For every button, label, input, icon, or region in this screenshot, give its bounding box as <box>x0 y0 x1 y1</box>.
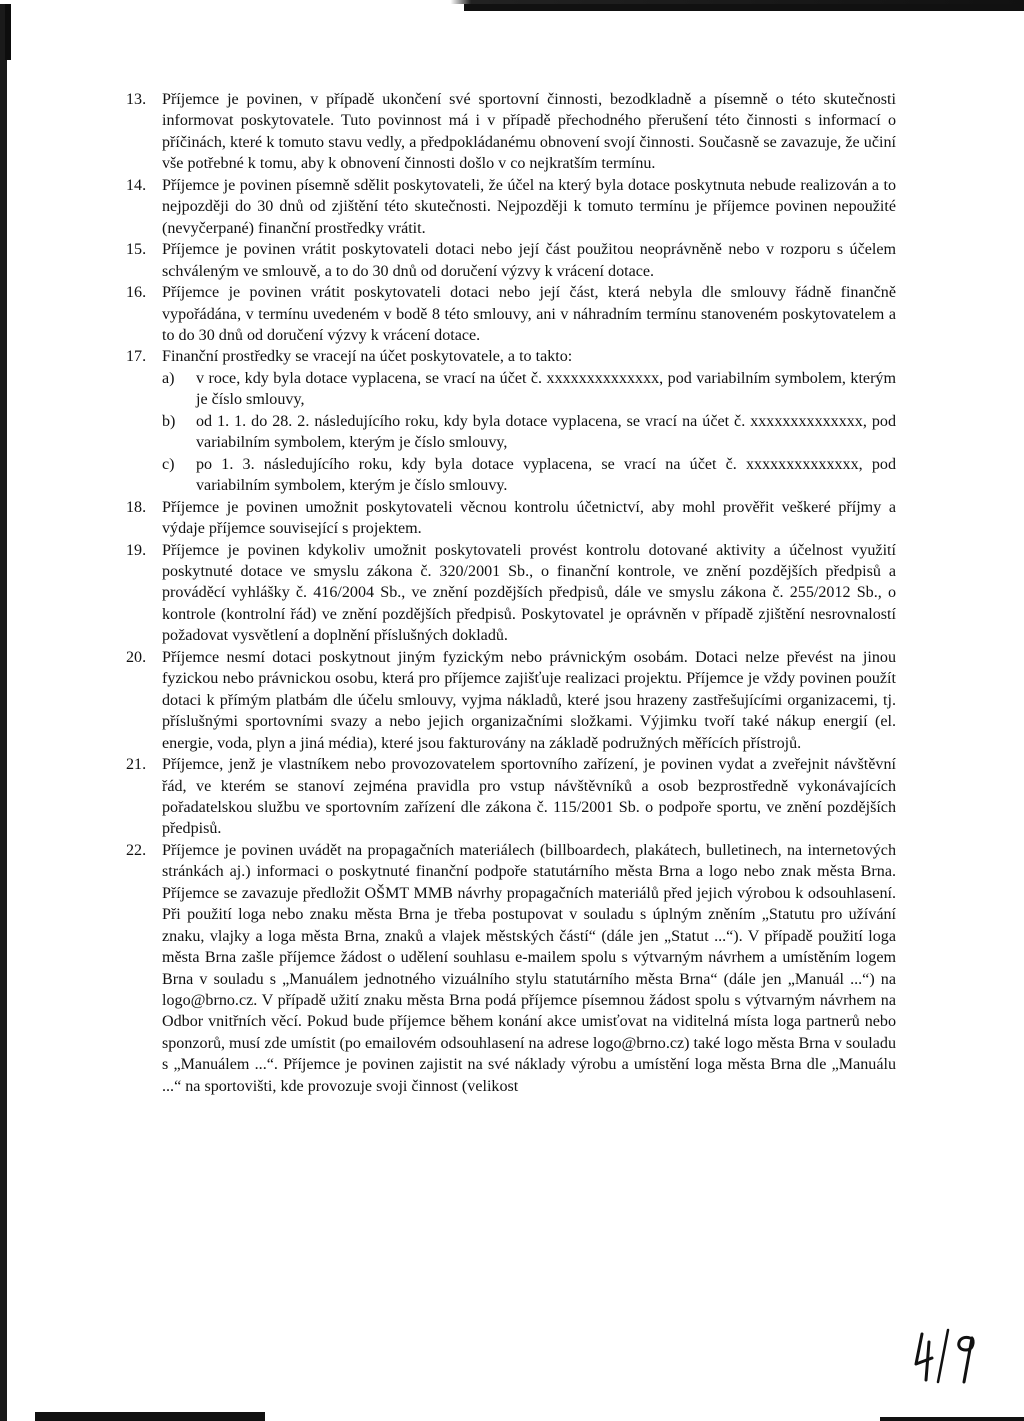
clause-text: Příjemce je povinen umožnit poskytovateli věcnou kontrolu účetnictví, aby mohl prověřit veškeré příjmy a výdaje příjemce související s projektem. <box>162 498 896 538</box>
subitem-letter: a) <box>162 369 175 387</box>
clause-number: 13. <box>126 91 147 108</box>
subitem-letter: b) <box>162 412 176 430</box>
clause-15 <box>126 239 896 282</box>
clause-text: Příjemce nesmí dotaci poskytnout jiným fyzickým nebo právnickým osobám. Dotaci nelze převést na jinou fyzickou nebo právnickou osobu, která pro příjemce zajišťuje realizaci projektu. Příjemce je vždy povinen použít dotaci k přímým platbám dle účelu smlouvy, vyjma nákladů, které jsou hrazeny zastřešujícími organizacemi, tj. příslušnými sportovními svazy a nebo jejich organizačními složkami. Výjimku tvoří také nákup energií (el. energie, voda, plyn a jiná média), které jsou fakturovány na základě podružných měřících přístrojů. <box>162 648 896 752</box>
clause-number: 19. <box>126 541 147 559</box>
clause-number: 17. <box>126 348 147 366</box>
clause-13 <box>126 89 896 175</box>
clause-21 <box>126 754 896 840</box>
clause-text: Příjemce je povinen písemně sdělit poskytovateli, že účel na který byla dotace poskytnuta nebude realizován a to nejpozději do 30 dnů od zjištění této skutečnosti. Nejpozději k tomuto termínu je příjemce povinen nepoužité (nevyčerpané) finanční prostředky vrátit. <box>162 176 896 237</box>
scan-edge <box>880 1417 1024 1421</box>
clause-text: Příjemce je povinen vrátit poskytovateli dotaci nebo její část použitou neoprávněně nebo v rozporu s účelem schváleným ve smlouvě, a to do 30 dnů od doručení výzvy k vrácení dotace. <box>162 241 896 280</box>
clause-number: 14. <box>126 176 147 194</box>
clause-17 <box>126 346 896 496</box>
clause-number: 20. <box>126 648 147 666</box>
clause-subitems <box>162 368 896 497</box>
clause-text: Příjemce je povinen, v případě ukončení své sportovní činnosti, bezodkladně a písemně o této skutečnosti informovat poskytovatele. Tuto povinnost má i v případě přechodného přerušení této činnosti s informací o příčinách, které k tomuto stavu vedly, a předpokládanému obnovení svojí činnosti. Současně se zavazuje, že učiní vše potřebné k tomu, aby k obnovení činnosti došlo v co nejkratším termínu. <box>162 91 896 173</box>
clause-text: Příjemce, jenž je vlastníkem nebo provozovatelem sportovního zařízení, je povinen vydat a zveřejnit návštěvní řád, ve kterém se stanoví zejména pravidla pro vstup návštěvníků a osob bezprostředně vykonávajících pořadatelskou službu ve sportovním zařízení dle zákona č. 115/2001 Sb. o podpoře sportu, ve znění pozdějších předpisů. <box>162 756 896 838</box>
subitem-c <box>162 454 896 497</box>
clause-text: Příjemce je povinen kdykoliv umožnit poskytovateli provést kontrolu dotované aktivity a účelnost využití poskytnuté dotace ve smyslu zákona č. 320/2001 Sb., o finanční kontrole, ve znění pozdějších předpisů a prováděcí vyhlášky č. 416/2004 Sb., ve znění pozdějších předpisů, dále ve smyslu zákona č. 255/2012 Sb., o kontrole (kontrolní řád) ve znění pozdějších předpisů. Poskytovatel je oprávněn v případě zjištění nesrovnalostí požadovat vysvětlení a doplnění příslušných dokladů. <box>162 541 896 645</box>
scan-edge <box>0 0 7 1421</box>
subitem-letter: c) <box>162 455 175 473</box>
clause-text: Příjemce je povinen vrátit poskytovateli dotaci nebo její část, která nebyla dle smlouvy řádně finančně vypořádána, v termínu uvedeném v bodě 8 této smlouvy, ani v náhradním termínu stanoveném poskytovatelem a to do 30 dnů od doručení výzvy k vrácení dotace. <box>162 284 896 344</box>
clause-14 <box>126 175 896 239</box>
clause-19 <box>126 540 896 647</box>
clause-text: Finanční prostředky se vracejí na účet poskytovatele, a to takto: <box>162 348 573 366</box>
scan-edge <box>35 1412 265 1421</box>
clause-number: 22. <box>126 841 147 859</box>
scan-edge <box>464 4 1024 11</box>
clause-22 <box>126 840 896 1097</box>
scan-edge <box>5 0 11 60</box>
clause-number: 16. <box>126 284 147 302</box>
clause-16 <box>126 282 896 346</box>
clause-18 <box>126 497 896 540</box>
document-body <box>126 89 896 1097</box>
subitem-text: v roce, kdy byla dotace vyplacena, se vrací na účet č. xxxxxxxxxxxxxx, pod variabilním symbolem, kterým je číslo smlouvy, <box>196 369 896 409</box>
subitem-a <box>162 368 896 411</box>
subitem-text: po 1. 3. následujícího roku, kdy byla dotace vyplacena, se vrací na účet č. xxxxxxxxxxxxxx, pod variabilním symbolem, kterým je číslo smlouvy. <box>196 455 896 495</box>
subitem-b <box>162 411 896 454</box>
clause-number: 15. <box>126 241 147 259</box>
subitem-text: od 1. 1. do 28. 2. následujícího roku, kdy byla dotace vyplacena, se vrací na účet č. xxxxxxxxxxxxxx, pod variabilním symbolem, kterým je číslo smlouvy, <box>196 412 896 452</box>
clause-number: 18. <box>126 498 147 516</box>
clause-20 <box>126 647 896 754</box>
clause-text: Příjemce je povinen uvádět na propagačních materiálech (billboardech, plakátech, bulletinech, na internetových stránkách aj.) informaci o poskytnuté finanční podpoře statutárního města Brna a logo nebo znak města Brna. Příjemce se zavazuje předložit OŠMT MMB návrhy propagačních materiálů před jejich výrobou k odsouhlasení. Při použití loga nebo znaku města Brna je třeba postupovat v souladu s úplným zněním „Statutu pro užívání znaku, vlajky a loga města Brna, znaků a vlajek městských částí“ (dále jen „Statut ...“). V případě použití loga města Brna zašle příjemce žádost o udělení souhlasu e-mailem spolu s výtvarným návrhem a umístěním logem Brna v souladu s „Manuálem jednotného vizuálního stylu statutárního města Brna“ (dále jen „Manuál ...“) na logo@brno.cz. V případě užití znaku města Brna podá příjemce písemnou žádost spolu s výtvarným návrhem na Odbor vnitřních věcí. Pokud bude příjemce během konání akce umisťovat na viditelná místa loga partnerů nebo sponzorů, musí zde umístit (po emailovém odsouhlasení na adrese logo@brno.cz) také logo města Brna v souladu s „Manuálem ...“. Příjemce je povinen zajistit na své náklady výrobu a umístění loga města Brna dle „Manuálu ...“ na sportovišti, kde provozuje svoji činnost (velikost <box>162 841 896 1095</box>
clause-number: 21. <box>126 756 147 774</box>
handwritten-page-mark <box>912 1324 988 1384</box>
